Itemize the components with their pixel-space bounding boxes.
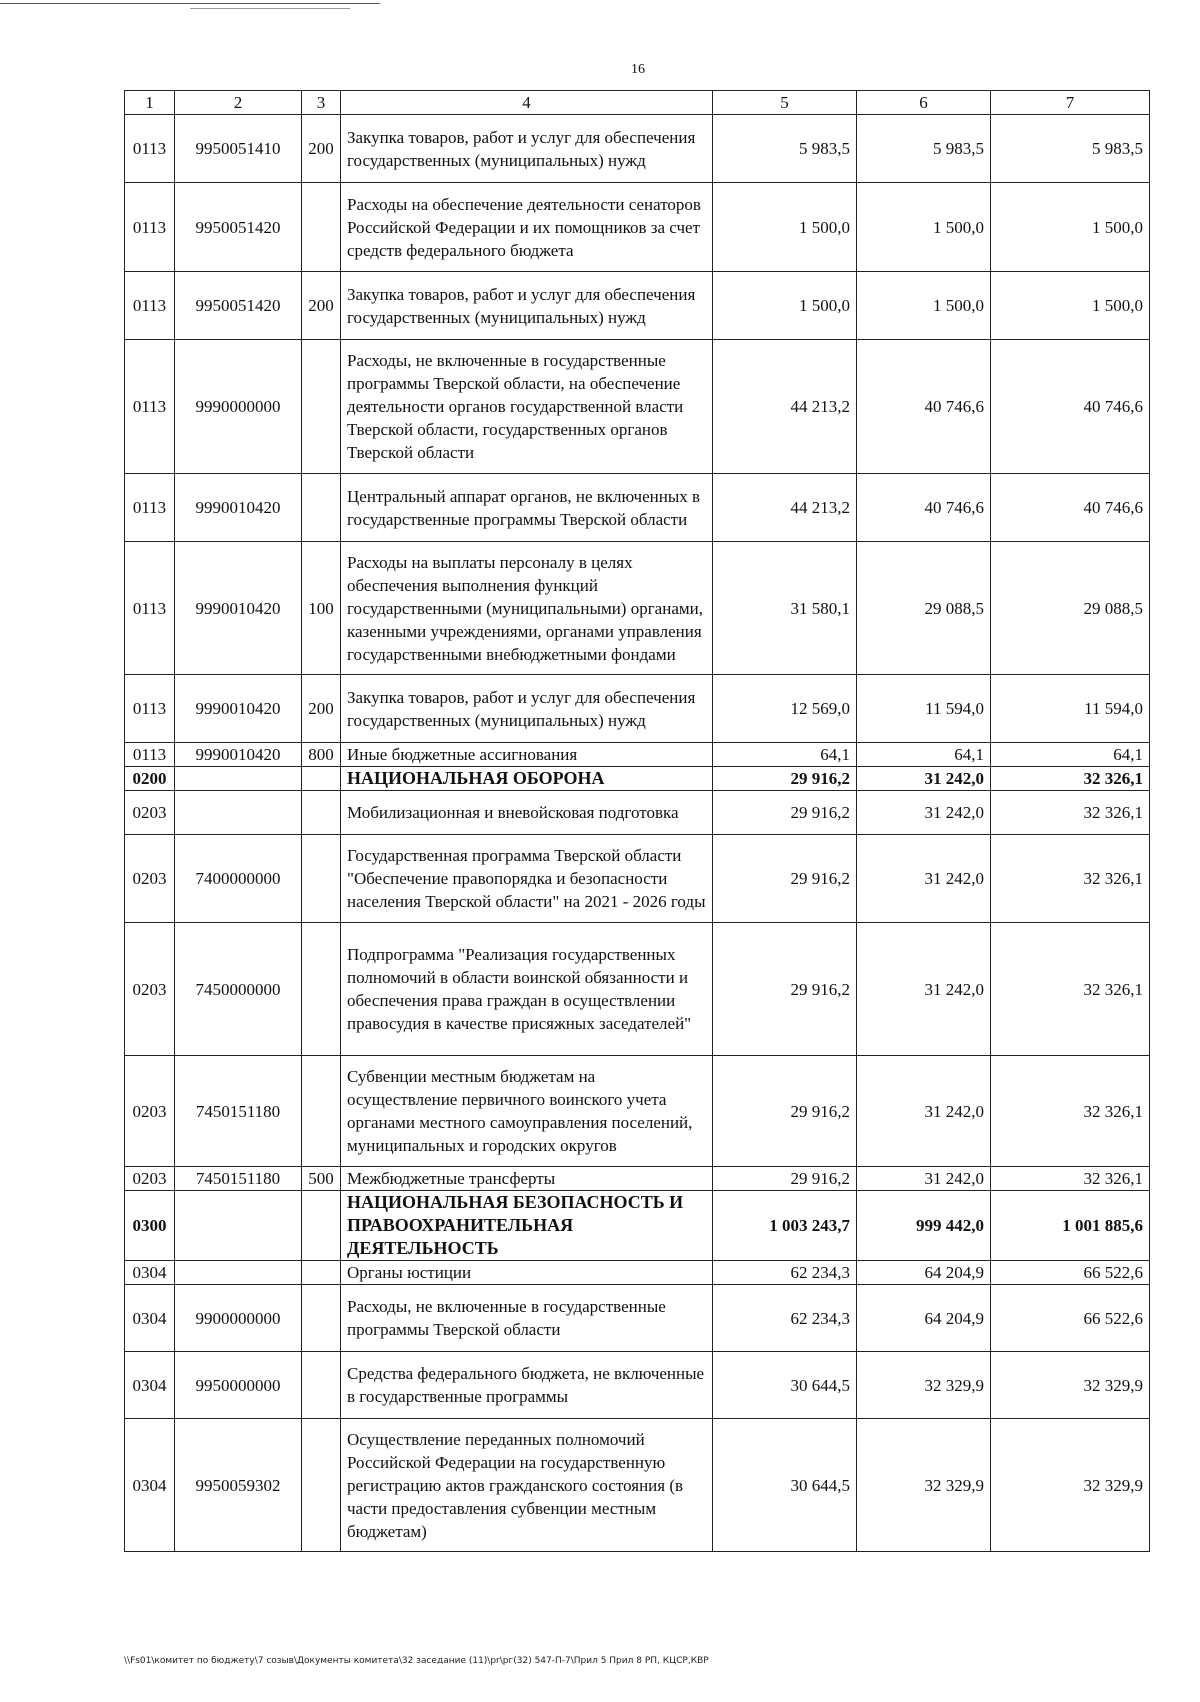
cell-c2 — [175, 1261, 302, 1285]
cell-c7: 29 088,5 — [991, 542, 1150, 675]
cell-c1: 0113 — [125, 272, 175, 340]
cell-c7: 40 746,6 — [991, 340, 1150, 474]
cell-c1: 0203 — [125, 923, 175, 1056]
page-number: 16 — [631, 62, 645, 77]
cell-c5: 62 234,3 — [713, 1285, 857, 1352]
file-path-footer: \\Fs01\комитет по бюджету\7 созыв\Документы комитета\32 заседание (11)\pr\рг(32) 547-П-7\Прил 5 Прил 8 РП, КЦСР,КВР — [124, 1656, 709, 1666]
cell-c3 — [302, 1056, 341, 1167]
cell-c7: 1 500,0 — [991, 272, 1150, 340]
cell-c5: 29 916,2 — [713, 1167, 857, 1191]
cell-c2: 7450151180 — [175, 1056, 302, 1167]
table-row — [125, 340, 1150, 474]
cell-c7: 32 326,1 — [991, 835, 1150, 923]
cell-c3 — [302, 835, 341, 923]
cell-c6: 999 442,0 — [857, 1191, 991, 1261]
cell-c7: 32 326,1 — [991, 1056, 1150, 1167]
cell-c3 — [302, 1191, 341, 1261]
cell-c2: 9990000000 — [175, 340, 302, 474]
cell-c3: 200 — [302, 675, 341, 743]
cell-c7: 40 746,6 — [991, 474, 1150, 542]
cell-c7: 66 522,6 — [991, 1261, 1150, 1285]
cell-c4: Иные бюджетные ассигнования — [341, 743, 713, 767]
cell-c3 — [302, 183, 341, 272]
cell-c1: 0300 — [125, 1191, 175, 1261]
cell-c1: 0203 — [125, 791, 175, 835]
cell-c2: 7400000000 — [175, 835, 302, 923]
cell-c1: 0113 — [125, 340, 175, 474]
cell-c4: Расходы на обеспечение деятельности сенаторов Российской Федерации и их помощников за счет средств федерального бюджета — [341, 183, 713, 272]
header-cell: 4 — [341, 91, 713, 115]
cell-c5: 30 644,5 — [713, 1352, 857, 1419]
header-cell: 3 — [302, 91, 341, 115]
cell-c6: 32 329,9 — [857, 1352, 991, 1419]
cell-c5: 31 580,1 — [713, 542, 857, 675]
table-row — [125, 272, 1150, 340]
cell-c5: 62 234,3 — [713, 1261, 857, 1285]
header-cell: 2 — [175, 91, 302, 115]
cell-c7: 32 329,9 — [991, 1352, 1150, 1419]
cell-c5: 5 983,5 — [713, 115, 857, 183]
cell-c6: 1 500,0 — [857, 272, 991, 340]
cell-c5: 29 916,2 — [713, 767, 857, 791]
cell-c4: Средства федерального бюджета, не включенные в государственные программы — [341, 1352, 713, 1419]
cell-c2 — [175, 767, 302, 791]
cell-c2: 7450151180 — [175, 1167, 302, 1191]
cell-c4: НАЦИОНАЛЬНАЯ ОБОРОНА — [341, 767, 713, 791]
cell-c6: 31 242,0 — [857, 1167, 991, 1191]
cell-c4: Центральный аппарат органов, не включенных в государственные программы Тверской области — [341, 474, 713, 542]
cell-c5: 44 213,2 — [713, 340, 857, 474]
table-row — [125, 743, 1150, 767]
budget-table — [124, 90, 1150, 1552]
cell-c4: Государственная программа Тверской области "Обеспечение правопорядка и безопасности населения Тверской области" на 2021 - 2026 годы — [341, 835, 713, 923]
cell-c2: 9990010420 — [175, 675, 302, 743]
cell-c1: 0113 — [125, 542, 175, 675]
cell-c7: 11 594,0 — [991, 675, 1150, 743]
table-row — [125, 1167, 1150, 1191]
cell-c1: 0113 — [125, 743, 175, 767]
cell-c4: Расходы, не включенные в государственные программы Тверской области, на обеспечение деятельности органов государственной власти Тверской области, государственных органов Тверской области — [341, 340, 713, 474]
table-row — [125, 675, 1150, 743]
cell-c7: 1 001 885,6 — [991, 1191, 1150, 1261]
cell-c3 — [302, 767, 341, 791]
cell-c5: 1 500,0 — [713, 272, 857, 340]
cell-c3: 200 — [302, 115, 341, 183]
table-row — [125, 115, 1150, 183]
cell-c3 — [302, 1261, 341, 1285]
cell-c3: 800 — [302, 743, 341, 767]
cell-c6: 5 983,5 — [857, 115, 991, 183]
cell-c2: 9900000000 — [175, 1285, 302, 1352]
cell-c6: 29 088,5 — [857, 542, 991, 675]
cell-c4: Осуществление переданных полномочий Российской Федерации на государственную регистрацию актов гражданского состояния (в части предоставления субвенции местным бюджетам) — [341, 1419, 713, 1552]
cell-c5: 1 003 243,7 — [713, 1191, 857, 1261]
cell-c2 — [175, 1191, 302, 1261]
cell-c4: Органы юстиции — [341, 1261, 713, 1285]
cell-c3 — [302, 1352, 341, 1419]
cell-c6: 64 204,9 — [857, 1285, 991, 1352]
table-row — [125, 1056, 1150, 1167]
cell-c2: 9950051420 — [175, 272, 302, 340]
cell-c6: 32 329,9 — [857, 1419, 991, 1552]
cell-c3 — [302, 1285, 341, 1352]
cell-c4: Мобилизационная и вневойсковая подготовка — [341, 791, 713, 835]
table-row — [125, 923, 1150, 1056]
cell-c7: 32 326,1 — [991, 1167, 1150, 1191]
cell-c1: 0304 — [125, 1285, 175, 1352]
cell-c4: Закупка товаров, работ и услуг для обеспечения государственных (муниципальных) нужд — [341, 272, 713, 340]
cell-c3: 100 — [302, 542, 341, 675]
cell-c7: 32 326,1 — [991, 791, 1150, 835]
cell-c2: 7450000000 — [175, 923, 302, 1056]
cell-c6: 40 746,6 — [857, 474, 991, 542]
cell-c3 — [302, 791, 341, 835]
cell-c6: 64 204,9 — [857, 1261, 991, 1285]
table-row — [125, 767, 1150, 791]
header-cell: 5 — [713, 91, 857, 115]
cell-c2: 9990010420 — [175, 474, 302, 542]
cell-c2: 9950051420 — [175, 183, 302, 272]
cell-c7: 66 522,6 — [991, 1285, 1150, 1352]
cell-c5: 29 916,2 — [713, 1056, 857, 1167]
cell-c4: Закупка товаров, работ и услуг для обеспечения государственных (муниципальных) нужд — [341, 675, 713, 743]
cell-c6: 64,1 — [857, 743, 991, 767]
cell-c6: 31 242,0 — [857, 923, 991, 1056]
cell-c3 — [302, 1419, 341, 1552]
table-row — [125, 835, 1150, 923]
cell-c2: 9990010420 — [175, 542, 302, 675]
cell-c1: 0113 — [125, 115, 175, 183]
table-row — [125, 542, 1150, 675]
cell-c4: Закупка товаров, работ и услуг для обеспечения государственных (муниципальных) нужд — [341, 115, 713, 183]
cell-c2: 9950051410 — [175, 115, 302, 183]
cell-c7: 32 326,1 — [991, 923, 1150, 1056]
header-cell: 6 — [857, 91, 991, 115]
cell-c2: 9950059302 — [175, 1419, 302, 1552]
cell-c3 — [302, 923, 341, 1056]
cell-c6: 11 594,0 — [857, 675, 991, 743]
cell-c6: 40 746,6 — [857, 340, 991, 474]
cell-c3 — [302, 474, 341, 542]
table-row — [125, 1191, 1150, 1261]
cell-c7: 32 326,1 — [991, 767, 1150, 791]
cell-c5: 29 916,2 — [713, 835, 857, 923]
cell-c2: 9950000000 — [175, 1352, 302, 1419]
cell-c7: 5 983,5 — [991, 115, 1150, 183]
cell-c3: 200 — [302, 272, 341, 340]
cell-c4: Расходы, не включенные в государственные программы Тверской области — [341, 1285, 713, 1352]
scan-edge-line — [190, 8, 350, 9]
cell-c1: 0113 — [125, 675, 175, 743]
cell-c4: Подпрограмма "Реализация государственных полномочий в области воинской обязанности и обеспечения права граждан в осуществлении правосудия в качестве присяжных заседателей" — [341, 923, 713, 1056]
cell-c1: 0200 — [125, 767, 175, 791]
header-cell: 7 — [991, 91, 1150, 115]
cell-c1: 0203 — [125, 1167, 175, 1191]
cell-c1: 0304 — [125, 1419, 175, 1552]
table-row — [125, 474, 1150, 542]
table-header-row — [125, 91, 1150, 115]
cell-c2: 9990010420 — [175, 743, 302, 767]
cell-c7: 64,1 — [991, 743, 1150, 767]
cell-c4: Межбюджетные трансферты — [341, 1167, 713, 1191]
table-row — [125, 791, 1150, 835]
cell-c6: 31 242,0 — [857, 767, 991, 791]
cell-c5: 29 916,2 — [713, 791, 857, 835]
header-cell: 1 — [125, 91, 175, 115]
table-row — [125, 1261, 1150, 1285]
cell-c5: 29 916,2 — [713, 923, 857, 1056]
cell-c3: 500 — [302, 1167, 341, 1191]
table-row — [125, 183, 1150, 272]
cell-c5: 64,1 — [713, 743, 857, 767]
cell-c1: 0113 — [125, 474, 175, 542]
cell-c5: 1 500,0 — [713, 183, 857, 272]
table-row — [125, 1285, 1150, 1352]
cell-c6: 31 242,0 — [857, 791, 991, 835]
table-row — [125, 1419, 1150, 1552]
cell-c3 — [302, 340, 341, 474]
cell-c5: 12 569,0 — [713, 675, 857, 743]
cell-c4: Расходы на выплаты персоналу в целях обеспечения выполнения функций государственными (муниципальными) органами, казенными учреждениями, органами управления государственными внебюджетными фондами — [341, 542, 713, 675]
cell-c1: 0203 — [125, 1056, 175, 1167]
cell-c4: НАЦИОНАЛЬНАЯ БЕЗОПАСНОСТЬ И ПРАВООХРАНИТЕЛЬНАЯ ДЕЯТЕЛЬНОСТЬ — [341, 1191, 713, 1261]
cell-c1: 0203 — [125, 835, 175, 923]
scan-edge-line — [0, 3, 380, 4]
cell-c2 — [175, 791, 302, 835]
cell-c1: 0304 — [125, 1352, 175, 1419]
cell-c7: 32 329,9 — [991, 1419, 1150, 1552]
cell-c7: 1 500,0 — [991, 183, 1150, 272]
cell-c5: 30 644,5 — [713, 1419, 857, 1552]
cell-c4: Субвенции местным бюджетам на осуществление первичного воинского учета органами местного самоуправления поселений, муниципальных и городских округов — [341, 1056, 713, 1167]
cell-c1: 0304 — [125, 1261, 175, 1285]
table-row — [125, 1352, 1150, 1419]
cell-c5: 44 213,2 — [713, 474, 857, 542]
cell-c1: 0113 — [125, 183, 175, 272]
cell-c6: 1 500,0 — [857, 183, 991, 272]
cell-c6: 31 242,0 — [857, 1056, 991, 1167]
cell-c6: 31 242,0 — [857, 835, 991, 923]
